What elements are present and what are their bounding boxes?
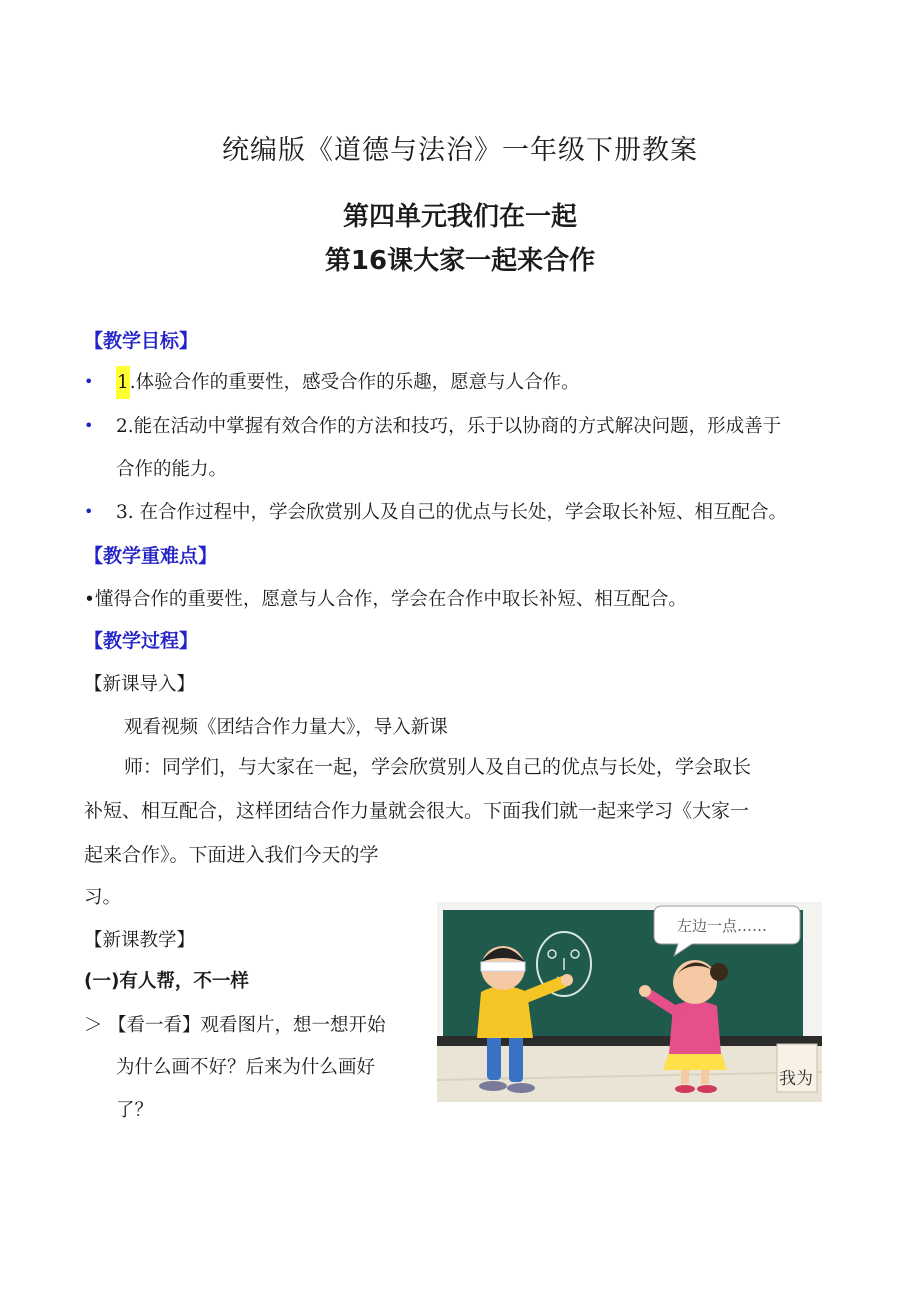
- teacher-line-3: 起来合作》。下面进入我们今天的学: [84, 844, 379, 866]
- look-marker: ＞: [84, 1015, 103, 1036]
- bullet-icon: •: [84, 502, 94, 521]
- part-1-title: (一)有人帮，不一样: [84, 971, 249, 992]
- objective-item-1: [116, 368, 580, 394]
- look-line-1: 【看一看】观看图片，想一想开始: [108, 1015, 386, 1036]
- objective-item-2-line-1: 2.能在活动中掌握有效合作的方法和技巧，乐于以协商的方式解决问题，形成善于: [116, 416, 782, 437]
- look-line-3: 了？: [116, 1100, 154, 1121]
- teach-heading: 【新课教学】: [84, 930, 196, 951]
- process-heading: 【教学过程】: [84, 630, 199, 652]
- teacher-line-2: 补短、相互配合，这样团结合作力量就会很大。下面我们就一起来学习《大家一: [84, 800, 750, 822]
- teacher-line-4: 习。: [84, 887, 122, 908]
- objective-item-2-line-2: 合作的能力。: [116, 459, 228, 480]
- objective-item-1-text: .体验合作的重要性，感受合作的乐趣，愿意与人合作。: [129, 372, 580, 393]
- objective-item-3: 3. 在合作过程中，学会欣赏别人及自己的优点与长处，学会取长补短、相互配合。: [116, 502, 788, 523]
- lesson-title: 第16课大家一起来合作: [324, 246, 596, 276]
- cooperation-illustration: [437, 902, 822, 1102]
- plaque-text: 我为: [779, 1069, 813, 1089]
- objective-item-1-number: 1: [116, 366, 130, 399]
- speech-text: 左边一点……: [677, 917, 768, 935]
- objectives-heading: 【教学目标】: [84, 330, 199, 352]
- look-line-2: 为什么画不好？后来为什么画好: [116, 1057, 376, 1078]
- intro-heading: 【新课导入】: [84, 674, 196, 695]
- bullet-icon: •: [84, 372, 94, 391]
- key-points-text: •懂得合作的重要性，愿意与人合作，学会在合作中取长补短、相互配合。: [84, 589, 687, 610]
- bullet-icon: •: [84, 416, 94, 435]
- intro-line: 观看视频《团结合作力量大》，导入新课: [124, 717, 448, 738]
- document-title: 统编版《道德与法治》一年级下册教案: [222, 135, 698, 166]
- unit-title: 第四单元我们在一起: [342, 202, 577, 232]
- teacher-line-1: 师：同学们，与大家在一起，学会欣赏别人及自己的优点与长处，学会取长: [124, 756, 752, 778]
- key-points-heading: 【教学重难点】: [84, 545, 218, 567]
